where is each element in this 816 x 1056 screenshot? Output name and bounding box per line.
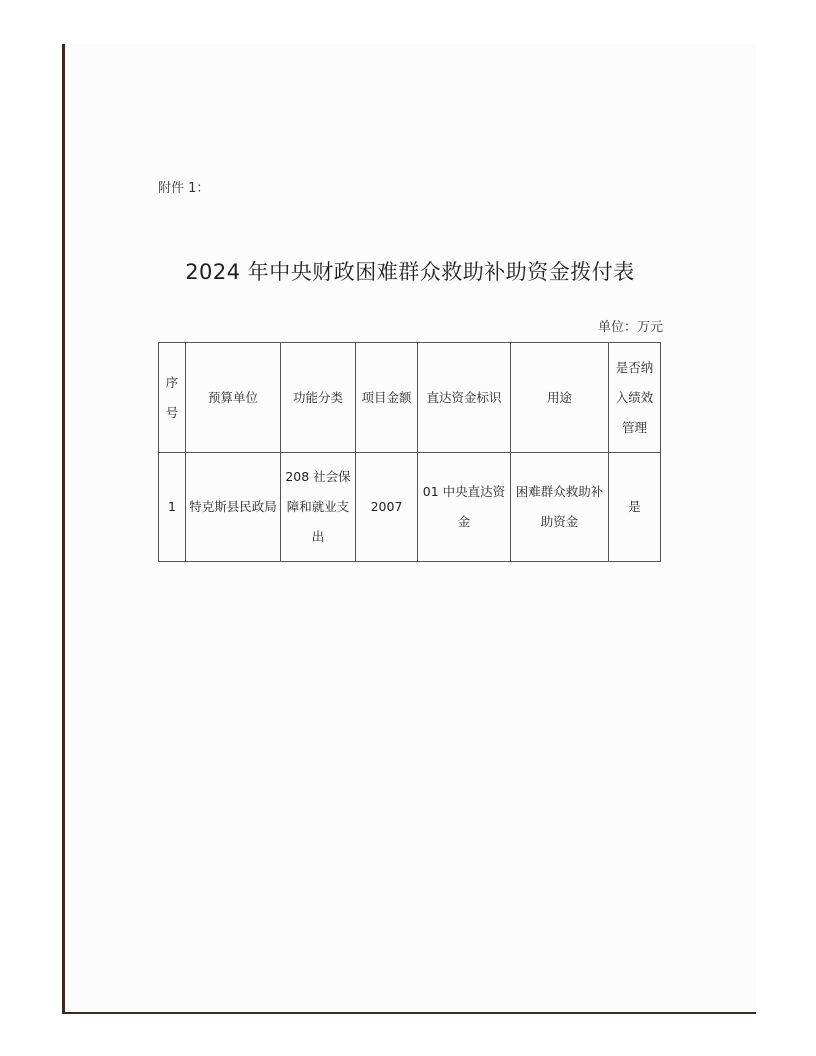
cell-amount: 2007 <box>356 453 418 562</box>
cell-performance-mgmt: 是 <box>609 453 661 562</box>
header-performance-mgmt: 是否纳入绩效管理 <box>609 343 661 453</box>
cell-function-class: 208 社会保障和就业支出 <box>281 453 356 562</box>
cell-budget-unit: 特克斯县民政局 <box>186 453 281 562</box>
cell-index: 1 <box>159 453 186 562</box>
header-purpose: 用途 <box>511 343 609 453</box>
cell-purpose: 困难群众救助补助资金 <box>511 453 609 562</box>
document-title: 2024 年中央财政困难群众救助补助资金拨付表 <box>185 260 635 284</box>
unit-label: 单位：万元 <box>597 320 663 335</box>
table-header-row <box>159 343 661 453</box>
cell-direct-fund-flag: 01 中央直达资金 <box>418 453 511 562</box>
header-direct-fund-flag: 直达资金标识 <box>418 343 511 453</box>
header-index: 序号 <box>159 343 186 453</box>
table-row <box>159 453 661 562</box>
header-function-class: 功能分类 <box>281 343 356 453</box>
grant-table <box>158 342 661 562</box>
header-amount: 项目金额 <box>356 343 418 453</box>
header-budget-unit: 预算单位 <box>186 343 281 453</box>
attachment-label: 附件 1： <box>158 181 210 196</box>
